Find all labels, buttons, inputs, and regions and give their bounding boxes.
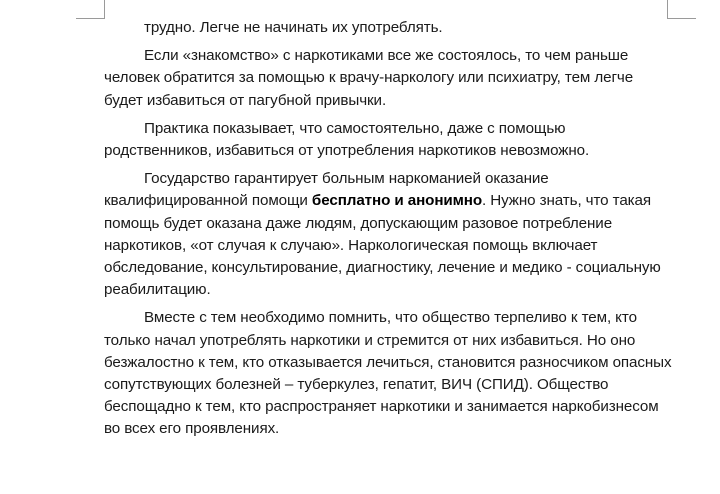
- page-corner-mark-left: [76, 0, 105, 19]
- paragraph-continuation: трудно. Легче не начинать их употреблять.: [144, 19, 443, 36]
- paragraph-self-help-impossible: Практика показывает, что самостоятельно, даже с помощью родственников, избавиться от употребления наркотиков невозможно.: [104, 119, 590, 160]
- paragraph-state-guarantee-after: . Нужно знать, что такая помощь будет оказана даже людям, допускающим разовое потребление наркотиков, «от случая к случаю». Наркологическая помощь включает обследование, консультирование, диагностику, лечение и медико - социальную реабилитацию.: [104, 192, 661, 299]
- emphasis-free-anonymous: бесплатно и анонимно: [311, 192, 483, 210]
- document-body: [104, 17, 674, 441]
- paragraph-state-guarantee: [104, 168, 674, 301]
- paragraph-early-treatment: Если «знакомство» с наркотиками все же состоялось, то чем раньше человек обратится за помощью к врачу-наркологу или психиатру, тем легче будет избавиться от пагубной привычки.: [104, 47, 634, 109]
- paragraph-state-guarantee-before: Государство гарантирует больным наркоманией оказание квалифицированной помощи: [104, 170, 549, 210]
- paragraph-society-attitude: Вместе с тем необходимо помнить, что общество терпеливо к тем, кто только начал употреблять наркотики и стремится от них избавиться. Но оно безжалостно к тем, кто отказывается лечиться, становится разносчиком опасных сопутствующих болезней – туберкулез, гепатит, ВИЧ (СПИД). Общество беспощадно к тем, кто распространяет наркотики и занимается наркобизнесом во всех его проявлениях.: [104, 309, 672, 438]
